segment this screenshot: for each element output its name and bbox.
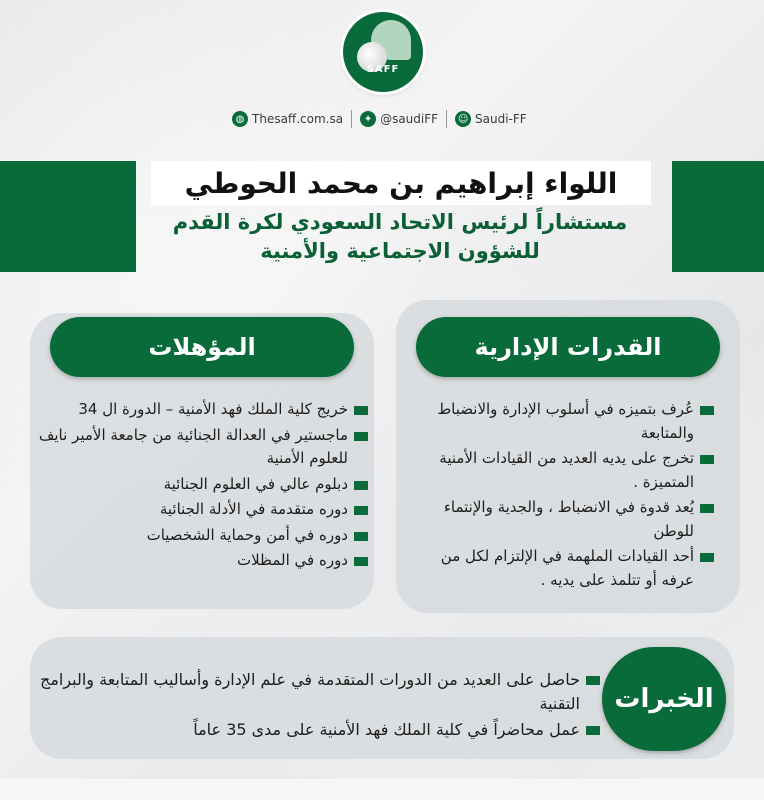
experience-heading: الخبرات — [602, 647, 726, 751]
name-box — [151, 161, 651, 205]
social-twitter-label: @saudiFF — [380, 112, 439, 126]
bullet-icon — [700, 553, 714, 562]
bullet-icon — [354, 406, 368, 415]
bullet-icon — [586, 726, 600, 735]
subtitle — [160, 208, 640, 266]
abilities-heading: القدرات الإدارية — [416, 317, 720, 377]
list-item: عُرف بتميزه في أسلوب الإدارة والانضباط والمتابعة — [404, 398, 714, 445]
divider — [351, 110, 352, 128]
list-item: أحد القيادات الملهمة في الإلتزام لكل من عرفه أو تتلمذ على يديه . — [404, 545, 714, 592]
title-band-left — [0, 161, 136, 272]
footer-strip — [0, 779, 764, 800]
social-snapchat[interactable] — [455, 111, 527, 127]
social-bar — [232, 108, 527, 130]
abilities-list — [404, 398, 714, 594]
list-item: دوره متقدمة في الأدلة الجنائية — [38, 498, 368, 522]
list-item: دبلوم عالي في العلوم الجنائية — [38, 473, 368, 497]
saff-logo — [343, 12, 423, 92]
bullet-icon — [700, 406, 714, 415]
bullet-icon — [354, 432, 368, 441]
list-item: حاصل على العديد من الدورات المتقدمة في علم الإدارة وأساليب المتابعة والبرامج التقنية — [40, 668, 600, 716]
subtitle-line-1: مستشاراً لرئيس الاتحاد السعودي لكرة القدم — [172, 210, 628, 234]
bullet-icon — [354, 532, 368, 541]
twitter-icon: ✦ — [360, 111, 376, 127]
bullet-icon — [586, 676, 600, 685]
list-item: عمل محاضراً في كلية الملك فهد الأمنية على مدى 35 عاماً — [40, 718, 600, 742]
snapchat-icon: ☺ — [455, 111, 471, 127]
social-snapchat-label: Saudi-FF — [475, 112, 527, 126]
list-item: ماجستير في العدالة الجنائية من جامعة الأمير نايف للعلوم الأمنية — [38, 424, 368, 471]
social-website-label: Thesaff.com.sa — [252, 112, 344, 126]
divider — [446, 110, 447, 128]
qualifications-list — [38, 398, 368, 575]
subtitle-line-2: للشؤون الاجتماعية والأمنية — [260, 239, 540, 263]
bullet-icon — [354, 481, 368, 490]
experience-list — [40, 668, 600, 744]
list-item: دوره في أمن وحماية الشخصيات — [38, 524, 368, 548]
bullet-icon — [354, 506, 368, 515]
list-item: خريج كلية الملك فهد الأمنية – الدورة ال 34 — [38, 398, 368, 422]
list-item: يُعد قدوة في الانضباط ، والجدية والإنتماء للوطن — [404, 496, 714, 543]
list-item: تخرج على يديه العديد من القيادات الأمنية المتميزة . — [404, 447, 714, 494]
list-item: دوره في المظلات — [38, 549, 368, 573]
logo-text: SAFF — [366, 64, 400, 75]
page-title: اللواء إبراهيم بن محمد الحوطي — [184, 166, 618, 200]
bullet-icon — [700, 504, 714, 513]
bullet-icon — [700, 455, 714, 464]
social-twitter[interactable] — [360, 111, 438, 127]
social-website[interactable] — [232, 111, 343, 127]
qualifications-heading: المؤهلات — [50, 317, 354, 377]
bullet-icon — [354, 557, 368, 566]
globe-icon: ◍ — [232, 111, 248, 127]
title-band-right — [672, 161, 764, 272]
